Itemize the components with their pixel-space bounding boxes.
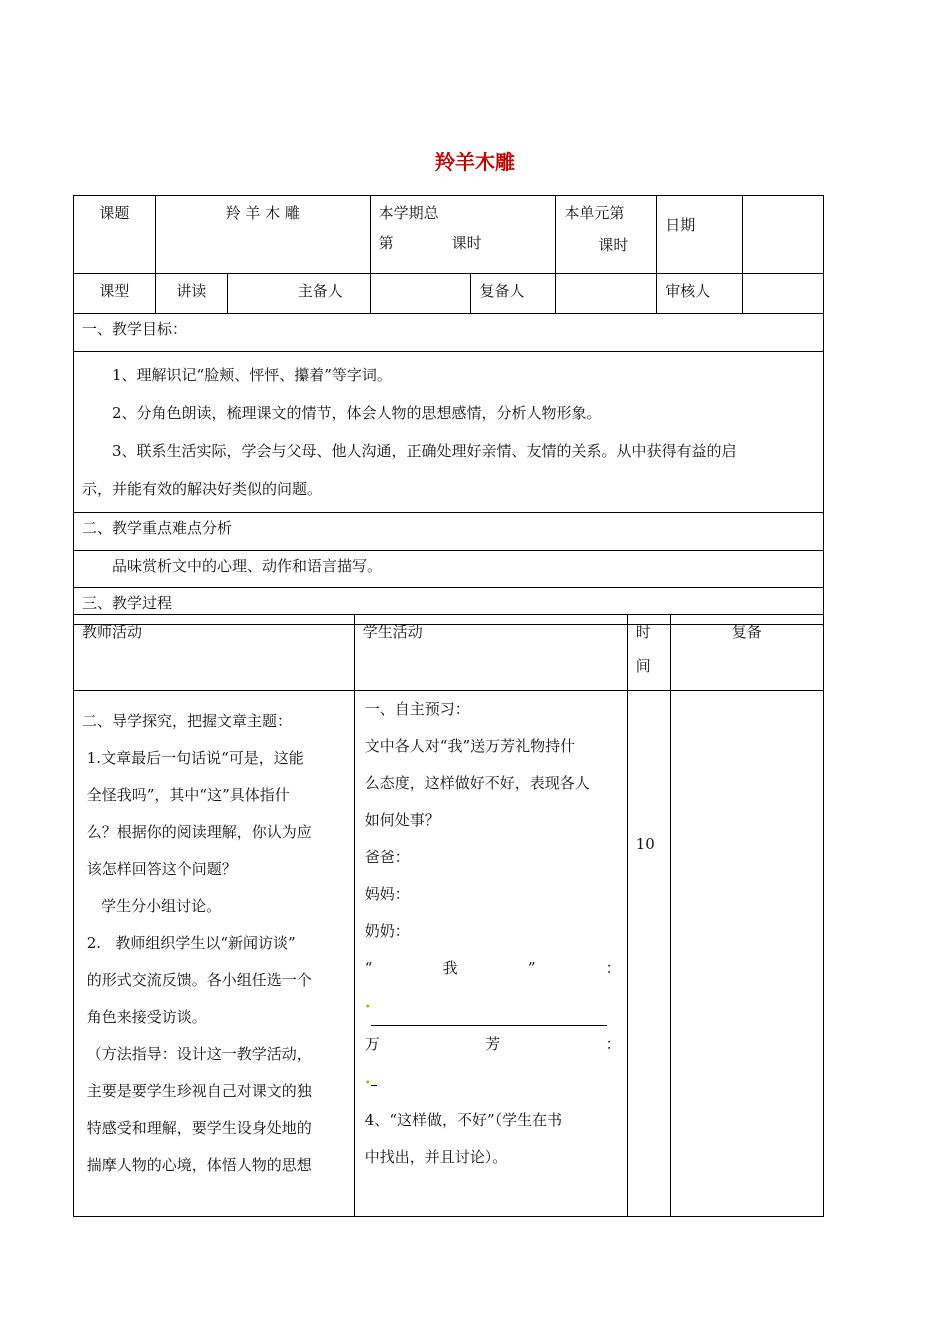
- time-cell: 10: [627, 691, 670, 1217]
- term-lesson-count: 本学期总 第 课时: [370, 196, 556, 274]
- label-date: 日期: [657, 196, 743, 274]
- goal-item: 示，并能有效的解决好类似的问题。: [82, 480, 323, 498]
- edit-mark-icon: •: [364, 1078, 371, 1089]
- answer-blank-wanfang: [365, 1063, 621, 1102]
- teacher-line: 二、导学探究，把握文章主题：: [82, 712, 293, 730]
- label-reviewer: 审核人: [657, 274, 743, 314]
- process-table: [73, 614, 824, 1217]
- teacher-line: 主要是要学生珍视自己对课文的独: [82, 1082, 312, 1100]
- teacher-line: 1.文章最后一句话说“可是，这能: [82, 749, 304, 767]
- answer-underline: [371, 1007, 607, 1026]
- teacher-line: 的形式交流反馈。各小组任选一个: [82, 971, 312, 989]
- key-points-text: 品味赏析文中的心理、动作和语言描写。: [74, 551, 824, 588]
- main-preparer-value: [370, 274, 471, 314]
- student-line: 中找出，并且讨论）。: [364, 1148, 508, 1166]
- section-goals-title: 一、教学目标：: [74, 314, 824, 352]
- student-line: 爸爸：: [364, 848, 410, 866]
- student-line: 妈妈：: [364, 885, 410, 903]
- teacher-line: 么？根据你的阅读理解，你认为应: [82, 823, 312, 841]
- student-line-wanfang: 万 芳 ：: [364, 1035, 621, 1053]
- date-value: [743, 196, 824, 274]
- teacher-line: 揣摩人物的心境，体悟人物的思想: [82, 1156, 312, 1174]
- reviewer-value: [743, 274, 824, 314]
- topic-value: 羚 羊 木 雕: [155, 196, 370, 274]
- goal-item: 3、联系生活实际，学会与父母、他人沟通，正确处理好亲情、友情的关系。从中获得有益的启: [112, 442, 737, 460]
- teacher-line: 全怪我吗”，其中“这”具体指什: [82, 786, 290, 804]
- review-cell: [670, 691, 823, 1217]
- lesson-type-value: 讲读: [155, 274, 227, 314]
- label-main-preparer: 主备人: [227, 274, 370, 314]
- student-line: 一、自主预习：: [364, 700, 470, 718]
- teacher-line: 学生分小组讨论。: [82, 897, 222, 915]
- student-line: 4、“这样做，不好”（学生在书: [364, 1111, 563, 1129]
- section-key-title: 二、教学重点难点分析: [74, 513, 824, 551]
- section-process-title: 三、教学过程: [74, 588, 824, 625]
- edit-mark-icon: •: [364, 1002, 371, 1013]
- label-lesson-type: 课型: [74, 274, 156, 314]
- student-activity-cell: [354, 691, 627, 1217]
- teacher-line: 2. 教师组织学生以“新闻访谈”: [82, 934, 296, 952]
- document-title: 羚羊木雕: [435, 150, 515, 174]
- teacher-line: 角色来接受访谈。: [82, 1008, 207, 1026]
- label-re-preparer: 复备人: [471, 274, 556, 314]
- goal-item: 1、理解识记“脸颊、怦怦、攥着”等字词。: [112, 366, 392, 384]
- unit-lesson-count: 本单元第 课时: [556, 196, 657, 274]
- teacher-activity-cell: [74, 691, 355, 1217]
- student-line: 么态度，这样做好不好，表现各人: [364, 774, 590, 792]
- label-topic: 课题: [74, 196, 156, 274]
- teacher-line: 特感受和理解，要学生设身处地的: [82, 1119, 312, 1137]
- lesson-info-table: [73, 195, 824, 625]
- teacher-line: 该怎样回答这个问题？: [82, 860, 237, 878]
- student-line: 奶奶：: [364, 922, 410, 940]
- header-review: 复备: [670, 615, 823, 691]
- header-time: 时 间: [627, 615, 670, 691]
- student-line: 如何处事？: [364, 811, 440, 829]
- student-line: 文中各人对“我”送万芳礼物持什: [364, 737, 576, 755]
- answer-blank-wo: [365, 987, 621, 1026]
- header-student-activity: 学生活动: [354, 615, 627, 691]
- teacher-line: （方法指导：设计这一教学活动，: [82, 1045, 312, 1063]
- header-teacher-activity: 教师活动: [74, 615, 355, 691]
- goals-list: [74, 352, 824, 513]
- goal-item: 2、分角色朗读，梳理课文的情节，体会人物的思想感情，分析人物形象。: [112, 404, 602, 422]
- re-preparer-value: [556, 274, 657, 314]
- student-line-wo: “ 我 ” ：: [364, 959, 621, 977]
